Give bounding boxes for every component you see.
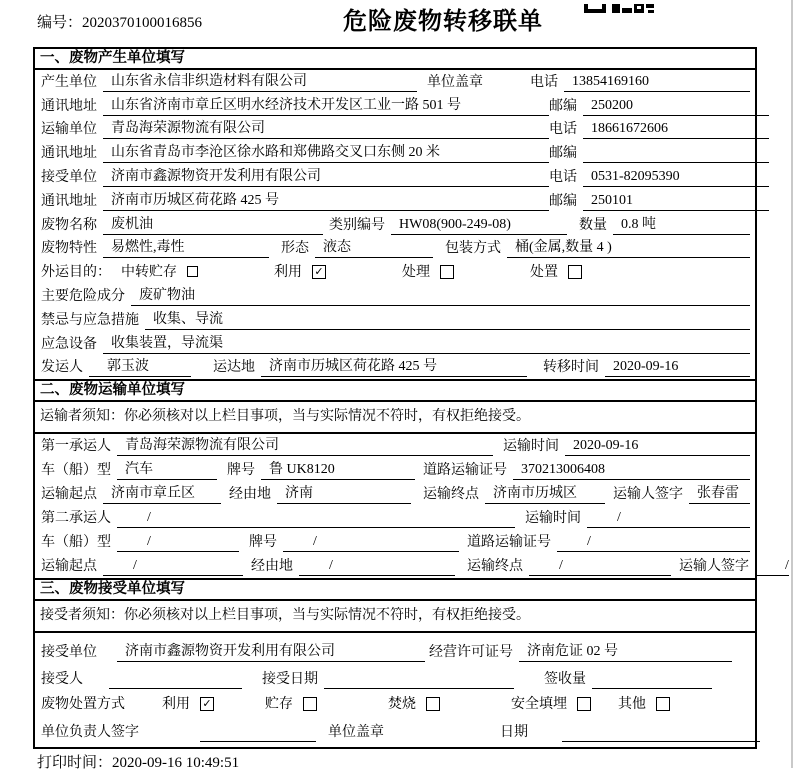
main-hazard-label: 主要危险成分 (41, 288, 125, 304)
origin-2-value: / (103, 556, 243, 576)
transfer-purpose-label: 外运目的： (41, 265, 111, 281)
section-producer (35, 49, 755, 379)
vehicle-type-2-value: / (117, 532, 239, 552)
receive-date-value (324, 669, 514, 689)
checkbox-incineration[interactable] (426, 697, 440, 711)
origin-1-label: 运输起点 (41, 487, 97, 503)
waste-characteristics-row (35, 237, 755, 261)
terminus-2-label: 运输终点 (467, 559, 523, 575)
receive-date-label: 接受日期 (262, 672, 318, 688)
landfill-label: 安全填埋 (511, 697, 567, 713)
second-carrier-value: / (117, 508, 515, 528)
disposal-label: 处置 (530, 265, 558, 281)
receiver-address-label: 通讯地址 (41, 193, 97, 209)
precautions-value: 收集、导流 (145, 310, 750, 330)
form-title: 危险废物转移联单 (343, 9, 543, 35)
packaging-value: 桶(金属,数量 4 ) (507, 238, 750, 258)
doc-number-value: 2020370100016856 (82, 15, 203, 31)
receiver-unit-seal-label: 单位盖章 (328, 725, 384, 741)
disposal-method-label: 废物处置方式 (41, 697, 125, 713)
main-hazard-row (35, 284, 755, 308)
checkbox-disposal[interactable] (568, 265, 582, 279)
consignor-value: 郭玉波 (89, 357, 191, 377)
transfer-date-value: 2020-09-16 (605, 357, 750, 377)
category-number-label: 类别编号 (329, 217, 385, 233)
checkbox-treatment[interactable] (440, 265, 454, 279)
print-time (37, 751, 239, 772)
route-1-row (35, 482, 755, 506)
disposal-option-reuse (162, 695, 214, 714)
road-permit-2-label: 道路运输证号 (467, 535, 551, 551)
qr-code-icon (584, 0, 656, 9)
disposal-option-landfill (511, 695, 591, 714)
checkbox-reuse[interactable]: ✓ (312, 265, 326, 279)
received-quantity-value (592, 669, 712, 689)
precautions-row (35, 308, 755, 332)
transporter-phone-value: 18661672606 (583, 119, 769, 139)
transport-date-2-label: 运输时间 (525, 511, 581, 527)
terminus-2-value: / (529, 556, 671, 576)
disposal-option-storage (265, 695, 317, 714)
receiver-address-value: 济南市历城区荷花路 425 号 (103, 191, 549, 211)
unit-seal-label: 单位盖章 (427, 74, 483, 90)
section-producer-heading: 一、废物产生单位填写 (35, 49, 755, 70)
responsible-signature-value (200, 722, 316, 742)
second-carrier-row (35, 506, 755, 530)
transporter-address-value: 山东省青岛市李沧区徐水路和郑佛路交叉口东侧 20 米 (103, 143, 549, 163)
purpose-option-treatment (402, 263, 454, 282)
section-receiver-heading: 三、废物接受单位填写 (35, 580, 755, 601)
receiver-unit-label: 接受单位 (41, 169, 97, 185)
transit-storage-label: 中转贮存 (121, 265, 177, 281)
consignor-label: 发运人 (41, 360, 83, 376)
checkbox-disposal-reuse[interactable]: ✓ (200, 697, 214, 711)
recipient-label: 接受人 (41, 672, 83, 688)
reuse-label: 利用 (274, 265, 302, 281)
waste-name-value: 废机油 (103, 215, 323, 235)
checkbox-disposal-storage[interactable] (303, 697, 317, 711)
producer-unit-label: 产生单位 (41, 74, 97, 90)
via-2-value: / (299, 556, 455, 576)
transporter-phone-label: 电话 (549, 122, 577, 138)
receiver-phone-label: 电话 (549, 169, 577, 185)
transporter-zip-label: 邮编 (549, 146, 577, 162)
plate-number-1-label: 牌号 (227, 463, 255, 479)
first-carrier-row (35, 434, 755, 458)
disposal-storage-label: 贮存 (265, 697, 293, 713)
destination-label: 运达地 (213, 360, 255, 376)
license-number-label: 经营许可证号 (429, 645, 513, 661)
producer-address-value: 山东省济南市章丘区明水经济技术开发区工业一路 501 号 (103, 96, 549, 116)
transporter-unit-row (35, 118, 755, 142)
quantity-label: 数量 (579, 217, 607, 233)
via-1-value: 济南 (277, 484, 411, 504)
checkbox-landfill[interactable] (577, 697, 591, 711)
transporter-address-label: 通讯地址 (41, 146, 97, 162)
packaging-label: 包装方式 (445, 241, 501, 257)
recipient-row (35, 664, 755, 691)
section-receiver (35, 578, 755, 744)
road-permit-1-value: 370213006408 (513, 460, 750, 480)
consignor-row (35, 356, 755, 380)
disposal-reuse-label: 利用 (162, 697, 190, 713)
recipient-value (109, 669, 242, 689)
section-transporter-heading: 二、废物运输单位填写 (35, 381, 755, 402)
disposal-method-row (35, 691, 755, 716)
emergency-equipment-label: 应急设备 (41, 336, 97, 352)
producer-phone-label: 电话 (530, 74, 558, 90)
transfer-purpose-row (35, 260, 755, 284)
license-number-value: 济南危证 02 号 (519, 642, 732, 662)
plate-number-2-value: / (283, 532, 459, 552)
date-label: 日期 (500, 725, 528, 741)
category-number-value: HW08(900-249-08) (391, 215, 567, 235)
section-transporter (35, 379, 789, 578)
print-time-label: 打印时间： (37, 755, 113, 771)
receiver-unit-row (35, 165, 755, 189)
purpose-option-disposal (530, 263, 582, 282)
first-carrier-label: 第一承运人 (41, 439, 111, 455)
carrier-signature-1-label: 运输人签字 (613, 487, 683, 503)
destination-value: 济南市历城区荷花路 425 号 (261, 357, 527, 377)
waste-characteristics-label: 废物特性 (41, 241, 97, 257)
producer-zip-label: 邮编 (549, 98, 577, 114)
receiver-notice: 接受者须知：你必须核对以上栏目事项，当与实际情况不符时，有权拒绝接受。 (35, 601, 755, 633)
vehicle-type-1-row (35, 458, 755, 482)
receiver-address-row (35, 189, 755, 213)
transport-date-1-value: 2020-09-16 (565, 436, 750, 456)
date-value (562, 722, 760, 742)
page-edge-line (791, 0, 793, 768)
receiver-phone-value: 0531-82095390 (583, 167, 769, 187)
transport-date-1-label: 运输时间 (503, 439, 559, 455)
carrier-signature-2-label: 运输人签字 (679, 559, 749, 575)
producer-unit-row (35, 70, 755, 94)
treatment-label: 处理 (402, 265, 430, 281)
responsible-signature-label: 单位负责人签字 (41, 725, 139, 741)
via-2-label: 经由地 (251, 559, 293, 575)
vehicle-type-1-value: 汽车 (117, 460, 217, 480)
origin-1-value: 济南市章丘区 (103, 484, 221, 504)
transporter-unit-value: 青岛海荣源物流有限公司 (103, 119, 549, 139)
vehicle-type-2-label: 车（船）型 (41, 535, 111, 551)
second-carrier-label: 第二承运人 (41, 511, 111, 527)
waste-name-label: 废物名称 (41, 217, 97, 233)
responsible-signature-row (35, 716, 755, 744)
terminus-1-value: 济南市历城区 (485, 484, 605, 504)
route-2-row (35, 554, 789, 578)
purpose-option-transit-storage (121, 263, 198, 282)
physical-form-label: 形态 (281, 241, 309, 257)
print-time-value: 2020-09-16 10:49:51 (112, 755, 240, 771)
road-permit-1-label: 道路运输证号 (423, 463, 507, 479)
first-carrier-value: 青岛海荣源物流有限公司 (117, 436, 493, 456)
receiver-unit-value: 济南市鑫源物资开发利用有限公司 (103, 167, 549, 187)
receiver-zip-label: 邮编 (549, 193, 577, 209)
doc-number-label: 编号： (37, 15, 83, 31)
producer-address-label: 通讯地址 (41, 98, 97, 114)
emergency-equipment-value: 收集装置，导流渠 (103, 334, 750, 354)
manifest-table (33, 47, 789, 749)
receiving-unit-label: 接受单位 (41, 645, 97, 661)
carrier-signature-1-value: 张春雷 (689, 484, 750, 504)
receiver-zip-value: 250101 (583, 191, 769, 211)
producer-unit-value: 山东省永信非织造材料有限公司 (103, 72, 417, 92)
waste-characteristics-value: 易燃性,毒性 (103, 238, 269, 258)
other-label: 其他 (618, 697, 646, 713)
transporter-notice: 运输者须知：你必须核对以上栏目事项，当与实际情况不符时，有权拒绝接受。 (35, 402, 755, 434)
checkbox-transit-storage[interactable] (187, 266, 198, 277)
producer-phone-value: 13854169160 (564, 72, 750, 92)
physical-form-value: 液态 (315, 238, 433, 258)
purpose-option-reuse (274, 263, 326, 282)
vehicle-type-2-row (35, 530, 755, 554)
received-quantity-label: 签收量 (544, 672, 586, 688)
road-permit-2-value: / (557, 532, 750, 552)
precautions-label: 禁忌与应急措施 (41, 312, 139, 328)
emergency-equipment-row (35, 332, 755, 356)
waste-name-row (35, 213, 755, 237)
disposal-option-incineration (388, 695, 440, 714)
vehicle-type-1-label: 车（船）型 (41, 463, 111, 479)
via-1-label: 经由地 (229, 487, 271, 503)
disposal-option-other (618, 695, 670, 714)
transporter-zip-value (583, 143, 769, 163)
producer-zip-value: 250200 (583, 96, 769, 116)
transporter-address-row (35, 141, 755, 165)
plate-number-2-label: 牌号 (249, 535, 277, 551)
transporter-unit-label: 运输单位 (41, 122, 97, 138)
carrier-signature-2-value: / (755, 556, 789, 576)
transport-date-2-value: / (587, 508, 750, 528)
incineration-label: 焚烧 (388, 697, 416, 713)
producer-address-row (35, 94, 755, 118)
checkbox-other[interactable] (656, 697, 670, 711)
receiving-unit-value: 济南市鑫源物资开发利用有限公司 (117, 642, 425, 662)
quantity-value: 0.8 吨 (613, 215, 750, 235)
terminus-1-label: 运输终点 (423, 487, 479, 503)
transfer-date-label: 转移时间 (543, 360, 599, 376)
main-hazard-value: 废矿物油 (131, 286, 750, 306)
plate-number-1-value: 鲁 UK8120 (261, 460, 415, 480)
receiving-unit-row (35, 633, 755, 664)
origin-2-label: 运输起点 (41, 559, 97, 575)
